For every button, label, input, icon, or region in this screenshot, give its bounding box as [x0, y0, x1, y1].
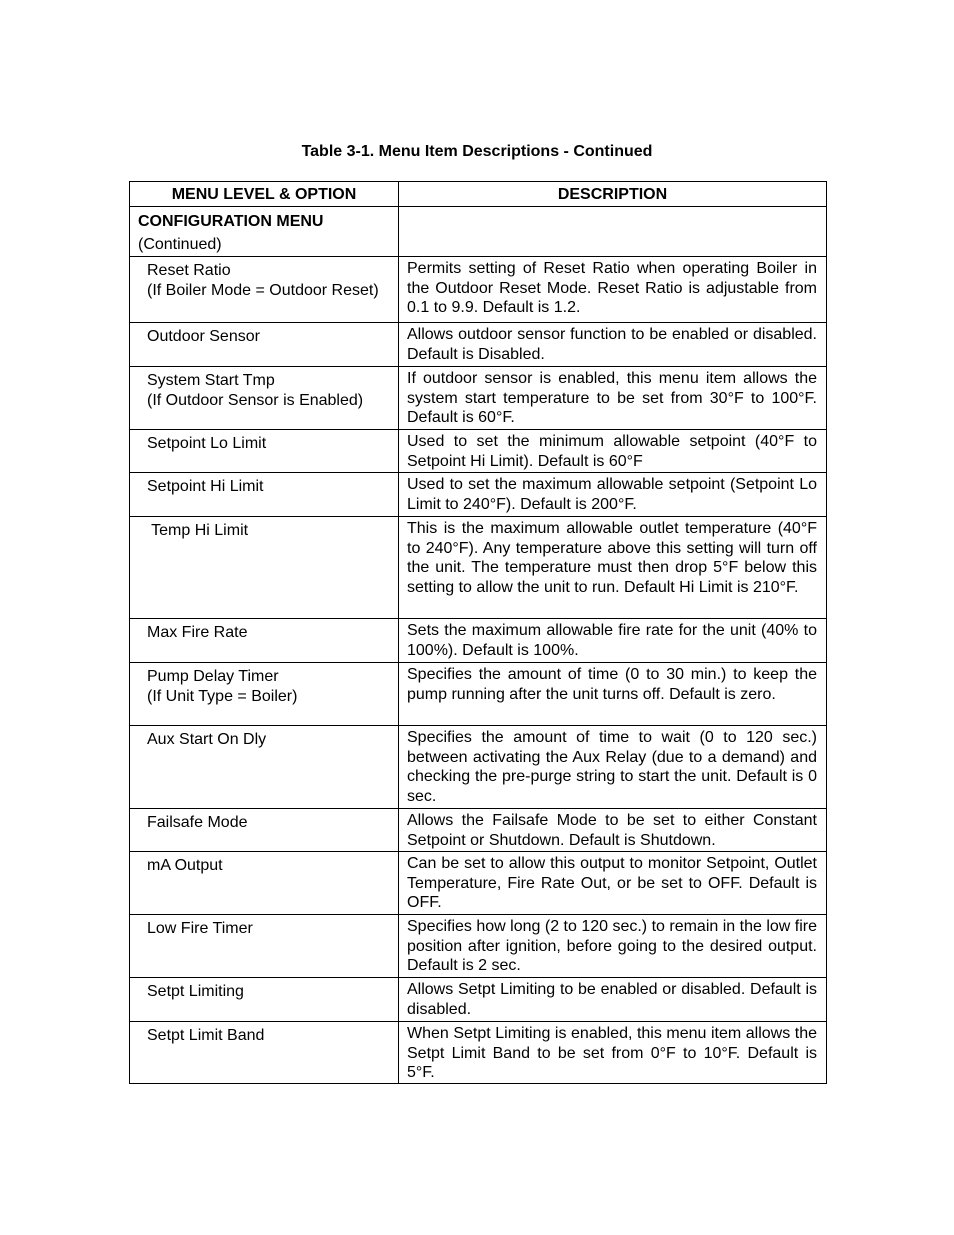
option-name: Setpt Limit Band: [147, 1027, 265, 1044]
option-name: Setpoint Lo Limit: [147, 435, 267, 452]
option-description: Allows the Failsafe Mode to be set to either Constant Setpoint or Shutdown. Default is Shutdown.: [407, 812, 817, 849]
option-name: Pump Delay Timer: [147, 668, 279, 685]
option-description: Can be set to allow this output to monitor Setpoint, Outlet Temperature, Fire Rate Out, or be set to OFF. Default is OFF.: [407, 855, 817, 912]
table-row: [130, 978, 827, 1022]
menu-item-table: [129, 181, 827, 1084]
description-cell: [399, 323, 827, 367]
option-condition: (If Boiler Mode = Outdoor Reset): [147, 282, 379, 299]
option-name: Setpoint Hi Limit: [147, 478, 264, 495]
option-description: Used to set the minimum allowable setpoint (40°F to Setpoint Hi Limit). Default is 60°F: [407, 433, 817, 470]
option-name: Reset Ratio: [147, 262, 231, 279]
option-description: Allows outdoor sensor function to be enabled or disabled. Default is Disabled.: [407, 326, 817, 363]
option-cell: [130, 257, 399, 323]
description-cell: [399, 1022, 827, 1084]
option-cell: [130, 852, 399, 915]
option-cell: [130, 809, 399, 852]
description-cell: [399, 473, 827, 517]
table-row: [130, 323, 827, 367]
option-cell: [130, 473, 399, 517]
table-row: [130, 1022, 827, 1084]
option-cell: [130, 619, 399, 663]
description-cell: [399, 517, 827, 619]
option-description: Specifies the amount of time (0 to 30 min.) to keep the pump running after the unit turns off. Default is zero.: [407, 666, 817, 703]
description-cell: [399, 852, 827, 915]
option-name: Failsafe Mode: [147, 814, 248, 831]
option-cell: [130, 663, 399, 726]
option-description: Specifies how long (2 to 120 sec.) to remain in the low fire position after ignition, before going to the desired output. Default is 2 sec.: [407, 918, 817, 975]
option-description: This is the maximum allowable outlet temperature (40°F to 240°F). Any temperature above this setting will turn off the unit. The temperature must then drop 5°F below this setting to allow the unit to run. Default Hi Limit is 210°F.: [407, 520, 817, 596]
section-cell: [130, 207, 399, 257]
option-condition: (If Unit Type = Boiler): [147, 688, 298, 705]
option-name: Outdoor Sensor: [147, 328, 260, 345]
option-name: Max Fire Rate: [147, 624, 248, 641]
section-subtitle: (Continued): [138, 236, 222, 253]
option-name: mA Output: [147, 857, 223, 874]
description-cell: [399, 978, 827, 1022]
option-description: Used to set the maximum allowable setpoint (Setpoint Lo Limit to 240°F). Default is 200°F.: [407, 476, 817, 513]
description-cell: [399, 619, 827, 663]
option-description: Specifies the amount of time to wait (0 to 120 sec.) between activating the Aux Relay (due to a demand) and checking the pre-purge string to start the unit. Default is 0 sec.: [407, 729, 817, 805]
section-title: CONFIGURATION MENU: [138, 213, 324, 230]
option-cell: [130, 367, 399, 430]
option-cell: [130, 915, 399, 978]
table-caption: Table 3-1. Menu Item Descriptions - Continued: [301, 143, 653, 160]
table-header-row: [130, 182, 827, 207]
table-row: [130, 473, 827, 517]
option-cell: [130, 323, 399, 367]
option-name: Low Fire Timer: [147, 920, 253, 937]
description-cell: [399, 367, 827, 430]
table-row: [130, 517, 827, 619]
description-cell: [399, 726, 827, 809]
option-cell: [130, 517, 399, 619]
column-header-menu-level: MENU LEVEL & OPTION: [130, 182, 399, 207]
column-header-description: DESCRIPTION: [399, 182, 827, 207]
option-description: Permits setting of Reset Ratio when operating Boiler in the Outdoor Reset Mode. Reset Ratio is adjustable from 0.1 to 9.9. Default is 1.2.: [407, 260, 817, 317]
option-description: Allows Setpt Limiting to be enabled or disabled. Default is disabled.: [407, 981, 817, 1018]
table-row: [130, 367, 827, 430]
table-row: [130, 257, 827, 323]
section-row: [130, 207, 827, 257]
description-cell: [399, 663, 827, 726]
option-name: System Start Tmp: [147, 372, 275, 389]
option-name: Aux Start On Dly: [147, 731, 267, 748]
option-description: Sets the maximum allowable fire rate for the unit (40% to 100%). Default is 100%.: [407, 622, 817, 659]
table-row: [130, 726, 827, 809]
option-cell: [130, 1022, 399, 1084]
option-cell: [130, 726, 399, 809]
option-condition: (If Outdoor Sensor is Enabled): [147, 392, 364, 409]
table-row: [130, 915, 827, 978]
table-row: [130, 852, 827, 915]
table-row: [130, 619, 827, 663]
section-description-cell: [399, 207, 827, 257]
option-description: If outdoor sensor is enabled, this menu item allows the system start temperature to be set from 30°F to 100°F. Default is 60°F.: [407, 370, 817, 427]
description-cell: [399, 430, 827, 473]
table-row: [130, 809, 827, 852]
option-name: Temp Hi Limit: [147, 522, 249, 539]
description-cell: [399, 915, 827, 978]
description-cell: [399, 809, 827, 852]
table-row: [130, 430, 827, 473]
table-row: [130, 663, 827, 726]
option-cell: [130, 978, 399, 1022]
option-description: When Setpt Limiting is enabled, this menu item allows the Setpt Limit Band to be set from 0°F to 10°F. Default is 5°F.: [407, 1025, 817, 1082]
option-name: Setpt Limiting: [147, 983, 244, 1000]
option-cell: [130, 430, 399, 473]
description-cell: [399, 257, 827, 323]
